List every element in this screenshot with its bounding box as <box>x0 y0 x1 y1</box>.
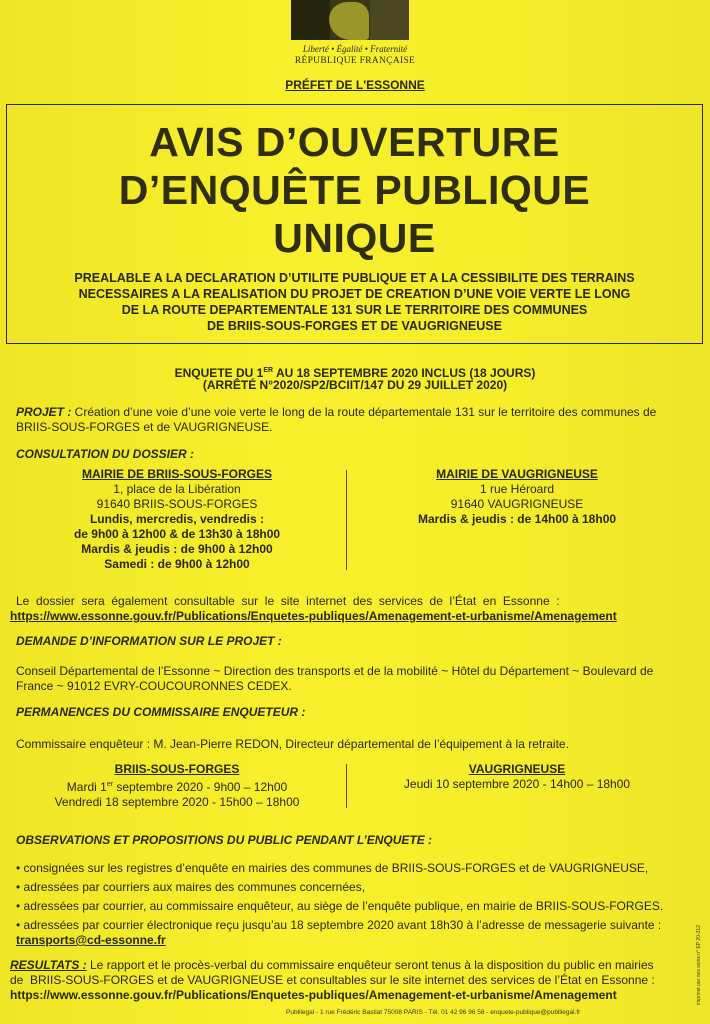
observation-item-1: • consignées sur les registres d’enquête en mairies des communes de BRIIS-SOUS-FORGES et de VAUGRIGNEUSE, <box>16 861 648 876</box>
prefet-heading: PRÉFET DE L'ESSONNE <box>285 78 425 92</box>
marianne-profile <box>329 2 369 40</box>
permanence-briis-name: BRIIS-SOUS-FORGES <box>114 762 240 776</box>
title-line-2: D’ENQUÊTE PUBLIQUE <box>118 167 591 213</box>
subtitle-line-4: DE BRIIS-SOUS-FORGES ET DE VAUGRIGNEUSE <box>207 319 502 333</box>
projet-label: PROJET : <box>16 405 72 419</box>
logo-stripe-left <box>291 0 330 40</box>
essonne-url-2[interactable]: https://www.essonne.gouv.fr/Publications/Enquetes-publiques/Amenagement-et-urbanisme/Amenagement <box>10 988 617 1002</box>
mairie-vaug-name: MAIRIE DE VAUGRIGNEUSE <box>436 467 598 481</box>
mairie-vaug-address: 1 rue Héroard <box>479 482 555 496</box>
observation-item-2: • adressées par courriers aux maires des communes concernées, <box>16 880 365 895</box>
mairie-vaugrigneuse <box>356 467 678 527</box>
mairie-briis-city: 91640 BRIIS-SOUS-FORGES <box>96 497 258 511</box>
resultats-line-2: de BRIIS-SOUS-FORGES et de VAUGRIGNEUSE et consultables sur le site internet des services de l’État en Essonne : <box>10 973 655 987</box>
essonne-url-1[interactable]: https://www.essonne.gouv.fr/Publications/Enquetes-publiques/Amenagement-et-urbanisme/Amenagement <box>10 609 617 623</box>
enquete-dates-a: ENQUETE DU 1 <box>174 366 264 380</box>
demande-line-1: Conseil Départemental de l’Essonne ~ Direction des transports et de la mobilité ~ Hôtel du Département ~ Boulevard de <box>16 664 654 678</box>
column-separator-1 <box>346 470 347 570</box>
side-print-mention: imprimé par nos soins n° EP 20-312 <box>696 925 702 1006</box>
demande-line-2: France ~ 91012 EVRY-COUCOURONNES CEDEX. <box>16 679 292 693</box>
resultats-label: RESULTATS : <box>10 958 87 972</box>
permanence-briis-date-2: Vendredi 18 septembre 2020 - 15h00 – 18h00 <box>54 795 300 809</box>
column-separator-2 <box>346 764 347 808</box>
permanence-briis <box>16 762 338 810</box>
subtitle-line-3: DE LA ROUTE DEPARTEMENTALE 131 SUR LE TERRITOIRE DES COMMUNES <box>121 303 588 317</box>
demande-label: DEMANDE D’INFORMATION SUR LE PROJET : <box>16 634 282 648</box>
permanence-vaug-date: Jeudi 10 septembre 2020 - 14h00 – 18h00 <box>403 777 631 791</box>
internet-notice: Le dossier sera également consultable sur le site internet des services de l’État en Essonne : <box>16 594 560 608</box>
permanence-briis-date-1b: septembre 2020 - 9h00 – 12h00 <box>113 780 288 794</box>
resultats-text-1: Le rapport et le procès-verbal du commissaire enquêteur seront tenus à la disposition du public en mairies <box>86 958 654 972</box>
contact-email[interactable]: transports@cd-essonne.fr <box>16 933 166 947</box>
title-line-3: UNIQUE <box>273 215 436 261</box>
logo-stripe-right <box>370 0 409 40</box>
observation-item-4: • adressées par courrier électronique reçu jusqu’au 18 septembre 2020 avant 18h30 à l’adresse de messagerie suivante : <box>16 918 661 933</box>
mairie-briis-name: MAIRIE DE BRIIS-SOUS-FORGES <box>81 467 272 481</box>
projet-text: Création d’une voie d’une voie verte le long de la route départementale 131 sur le territoire des communes de <box>71 405 657 419</box>
permanence-vaug-name: VAUGRIGNEUSE <box>468 762 566 776</box>
mairie-briis-hours-4: Samedi : de 9h00 à 12h00 <box>104 557 250 571</box>
observations-label: OBSERVATIONS ET PROPOSITIONS DU PUBLIC PENDANT L’ENQUETE : <box>16 833 433 847</box>
mairie-briis-hours-3: Mardis & jeudis : de 9h00 à 12h00 <box>81 542 273 556</box>
resultats-line-1 <box>10 958 700 973</box>
publilegal-footer: Publilegal - 1 rue Frédéric Bastiat 75008 PARIS - Tél. 01 42 96 96 58 - enquete-publique@publilegal.fr <box>286 1009 581 1016</box>
marianne-logo <box>291 0 409 40</box>
republic-motto: Liberté • Égalité • Fraternité <box>302 44 408 54</box>
permanence-vaugrigneuse <box>356 762 678 792</box>
projet-line-1 <box>16 405 706 420</box>
permanences-label: PERMANENCES DU COMMISSAIRE ENQUETEUR : <box>16 705 306 719</box>
permanence-briis-date-1sup: er <box>106 781 114 788</box>
permanence-briis-date-1a: Mardi 1 <box>66 780 107 794</box>
permanence-briis-date-1 <box>16 777 338 795</box>
mairie-vaug-city: 91640 VAUGRIGNEUSE <box>450 497 584 511</box>
mairie-vaug-hours: Mardis & jeudis : de 14h00 à 18h00 <box>417 512 617 526</box>
enquete-dates-sup: ER <box>263 367 274 374</box>
mairie-briis-hours-1: Lundis, mercredis, vendredis : <box>89 512 265 526</box>
subtitle-line-1: PREALABLE A LA DECLARATION D’UTILITE PUBLIQUE ET A LA CESSIBILITE DES TERRAINS <box>74 271 635 285</box>
mairie-briis-hours-2: de 9h00 à 12h00 & de 13h30 à 18h00 <box>73 527 281 541</box>
title-line-1: AVIS D’OUVERTURE <box>149 119 560 165</box>
subtitle-line-2: NECESSAIRES A LA REALISATION DU PROJET DE CREATION D’UNE VOIE VERTE LE LONG <box>78 287 631 301</box>
mairie-briis <box>16 467 338 572</box>
arrete-reference: (ARRÊTÉ N°2020/SP2/BCIIT/147 DU 29 JUILLET 2020) <box>202 378 508 392</box>
projet-line-2: BRIIS-SOUS-FORGES et de VAUGRIGNEUSE. <box>16 420 273 434</box>
enquete-dates-b: AU 18 SEPTEMBRE 2020 INCLUS (18 JOURS) <box>273 366 536 380</box>
republic-name: RÉPUBLIQUE FRANÇAISE <box>294 56 416 66</box>
commissaire-line: Commissaire enquêteur : M. Jean-Pierre REDON, Directeur départemental de l’équipement à la retraite. <box>16 737 569 751</box>
consultation-label: CONSULTATION DU DOSSIER : <box>16 447 194 461</box>
observation-item-3: • adressées par courrier, au commissaire enquêteur, au siège de l’enquête publique, en mairie de BRIIS-SOUS-FORGES. <box>16 899 663 914</box>
mairie-briis-address: 1, place de la Libération <box>113 482 241 496</box>
